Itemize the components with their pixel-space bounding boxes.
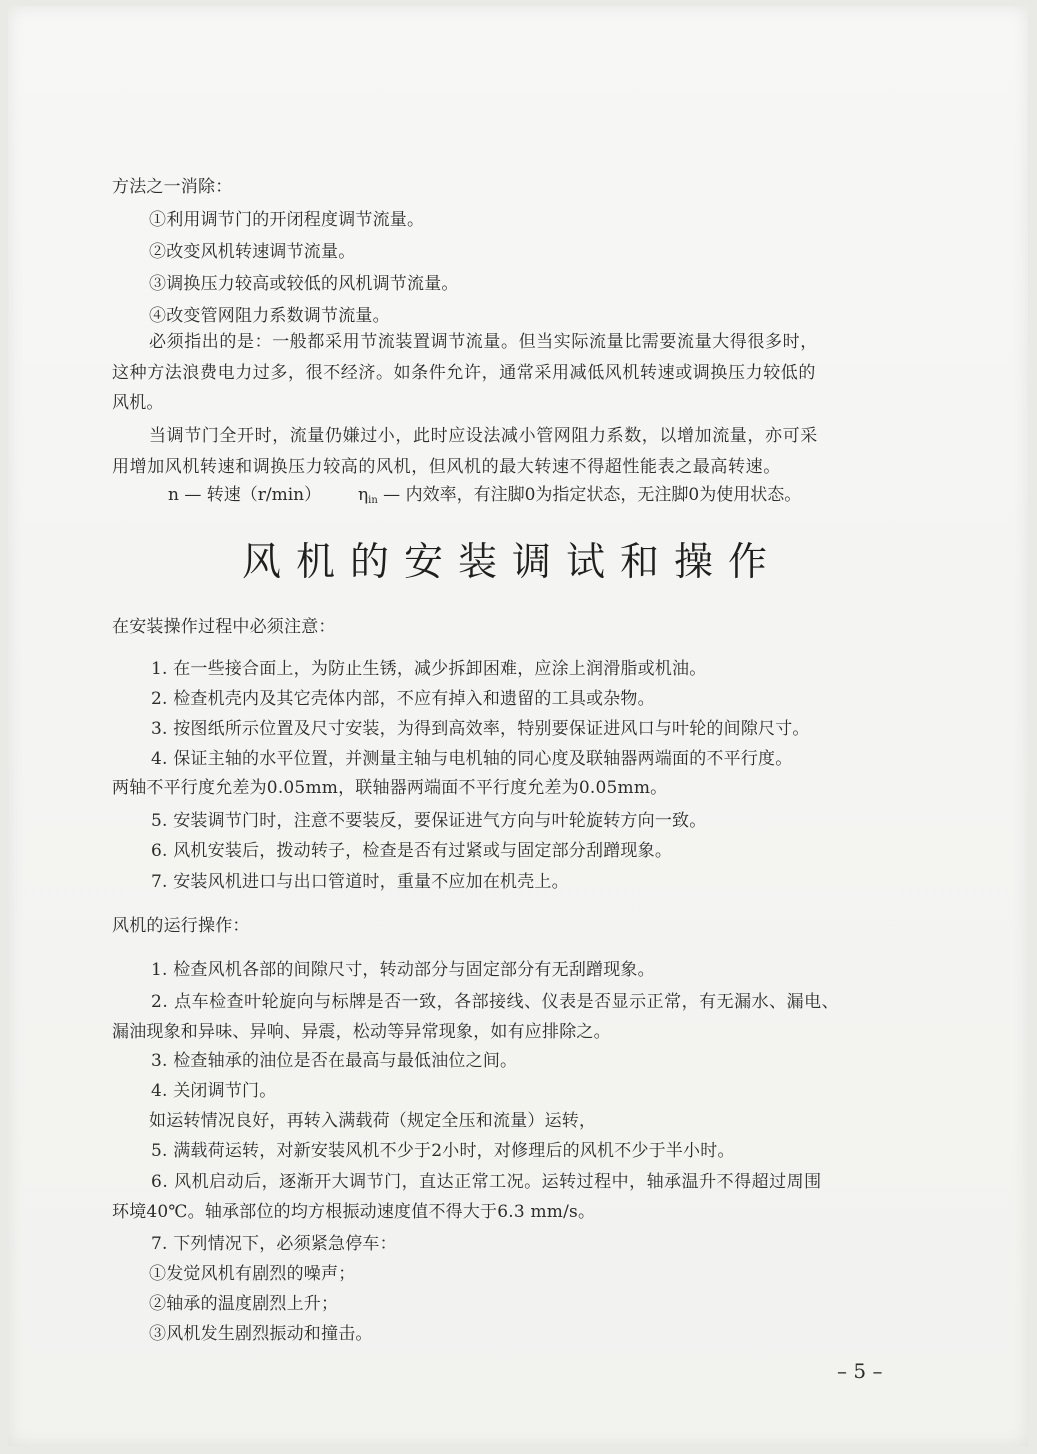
install-item-6: 6. 风机安装后，拨动转子，检查是否有过紧或与固定部分刮蹭现象。 [151,841,673,861]
operation-item-6: 6. 风机启动后，逐渐开大调节门，直达正常工况。运转过程中，轴承温升不得超过周围 [151,1172,822,1192]
formula-eta-symbol: η [357,485,369,505]
formula-legend [168,485,801,511]
operation-item-3: 3. 检查轴承的油位是否在最高与最低油位之间。 [151,1051,518,1071]
operation-item-4: 4. 关闭调节门。 [151,1081,277,1101]
note1-line3: 风机。 [112,393,164,413]
install-item-4: 4. 保证主轴的水平位置，并测量主轴与电机轴的同心度及联轴器两端面的不平行度。 [151,749,793,769]
operation-item-5: 5. 满载荷运转，对新安装风机不少于2小时，对修理后的风机不少于半小时。 [151,1141,735,1161]
note2-line1: 当调节门全开时，流量仍嫌过小，此时应设法减小管网阻力系数，以增加流量，亦可采 [149,426,818,446]
install-item-3: 3. 按图纸所示位置及尺寸安装，为得到高效率，特别要保证进风口与叶轮的间隙尺寸。 [151,719,810,739]
formula-n-label: n — 转速（r/min） [168,485,322,505]
note1-line2: 这种方法浪费电力过多，很不经济。如条件允许，通常采用减低风机转速或调换压力较低的 [112,363,816,383]
install-item-1: 1. 在一些接合面上，为防止生锈，减少拆卸困难，应涂上润滑脂或机油。 [151,659,707,679]
install-item-2: 2. 检查机壳内及其它壳体内部，不应有掉入和遗留的工具或杂物。 [151,689,655,709]
note1-line1: 必须指出的是：一般都采用节流装置调节流量。但当实际流量比需要流量大得很多时， [149,332,818,352]
operation-item-2: 2. 点车检查叶轮旋向与标牌是否一致，各部接线、仪表是否显示正常，有无漏水、漏电、 [151,992,840,1012]
stop-condition-3: ③风机发生剧烈振动和撞击。 [149,1324,373,1344]
method-item-4: ④改变管网阻力系数调节流量。 [149,306,390,326]
install-intro: 在安装操作过程中必须注意： [112,617,336,637]
stop-condition-2: ②轴承的温度剧烈上升； [149,1294,339,1314]
install-item-5: 5. 安装调节门时，注意不要装反，要保证进气方向与叶轮旋转方向一致。 [151,811,707,831]
operation-item-6-cont: 环境40℃。轴承部位的均方根振动速度值不得大于6.3 mm/s。 [112,1202,596,1222]
method-item-3: ③调换压力较高或较低的风机调节流量。 [149,274,459,294]
install-item-4-cont: 两轴不平行度允差为0.05mm，联轴器两端面不平行度允差为0.05mm。 [112,778,668,798]
formula-eta-desc: — 内效率，有注脚0为指定状态，无注脚0为使用状态。 [377,485,802,505]
method-intro: 方法之一消除： [112,177,233,197]
formula-eta-subscript: in [368,495,378,506]
operation-item-2-cont: 漏油现象和异味、异响、异震，松动等异常现象，如有应排除之。 [112,1022,611,1042]
document-page [8,6,1028,1446]
page-number: – 5 – [837,1359,883,1383]
method-item-1: ①利用调节门的开闭程度调节流量。 [149,210,425,230]
operation-item-7: 7. 下列情况下，必须紧急停车： [151,1234,397,1254]
section-heading: 风机的安装调试和操作 [242,540,783,585]
stop-condition-1: ①发觉风机有剧烈的噪声； [149,1264,356,1284]
operation-item-1: 1. 检查风机各部的间隙尺寸，转动部分与固定部分有无刮蹭现象。 [151,960,655,980]
method-item-2: ②改变风机转速调节流量。 [149,242,356,262]
operation-intro: 风机的运行操作： [112,916,250,936]
install-item-7: 7. 安装风机进口与出口管道时，重量不应加在机壳上。 [151,872,569,892]
note2-line2: 用增加风机转速和调换压力较高的风机，但风机的最大转速不得超性能表之最高转速。 [112,457,781,477]
operation-note: 如运转情况良好，再转入满载荷（规定全压和流量）运转， [149,1111,597,1131]
